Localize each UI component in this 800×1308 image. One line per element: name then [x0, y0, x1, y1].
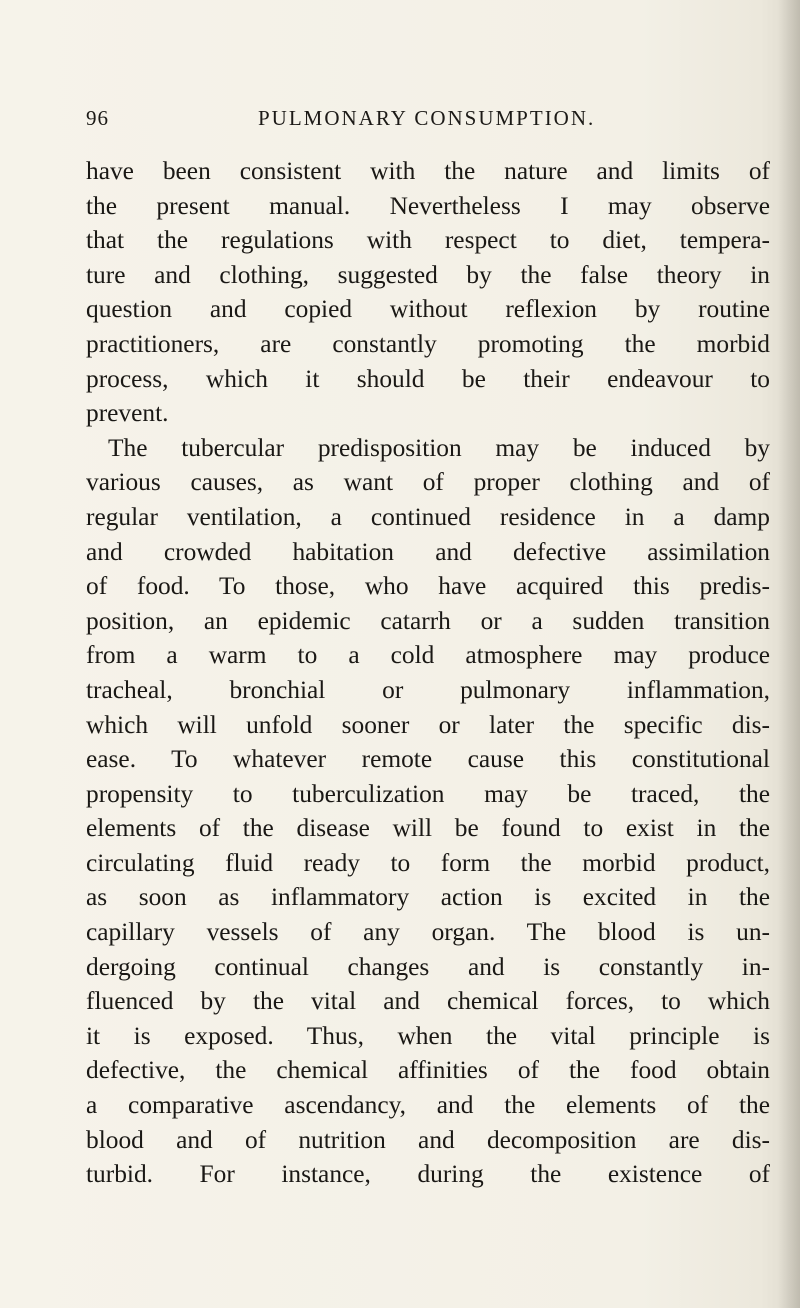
- text-line: it is exposed. Thus, when the vital principle is: [86, 1021, 770, 1050]
- text-line: tracheal, bronchial or pulmonary inflammation,: [86, 675, 770, 704]
- text-line: defective, the chemical affinities of the food obtain: [86, 1056, 770, 1085]
- text-line: blood and of nutrition and decomposition are dis-: [86, 1125, 770, 1154]
- text-line: as soon as inflammatory action is excited in the: [86, 883, 770, 912]
- body-text: [86, 154, 770, 1192]
- text-line: regular ventilation, a continued residence in a damp: [86, 502, 770, 531]
- text-line: have been consistent with the nature and limits of: [86, 157, 770, 185]
- paragraph-2: [86, 431, 770, 1192]
- paragraph-1: [86, 154, 770, 431]
- running-head: [86, 106, 766, 130]
- text-line: dergoing continual changes and is constantly in-: [86, 952, 770, 981]
- text-line: prevent.: [86, 399, 169, 428]
- text-line: which will unfold sooner or later the specific dis-: [86, 710, 770, 739]
- text-line: various causes, as want of proper clothing and of: [86, 468, 770, 497]
- page-number: 96: [86, 106, 109, 130]
- text-line: position, an epidemic catarrh or a sudden transition: [86, 606, 770, 635]
- text-line: propensity to tuberculization may be traced, the: [86, 779, 770, 808]
- text-line: circulating fluid ready to form the morbid product,: [86, 848, 770, 877]
- text-line: ture and clothing, suggested by the false theory in: [86, 260, 770, 289]
- text-line: elements of the disease will be found to exist in the: [86, 814, 770, 843]
- text-line: practitioners, are constantly promoting the morbid: [86, 329, 770, 358]
- text-line: the present manual. Nevertheless I may observe: [86, 191, 770, 220]
- text-line: that the regulations with respect to diet, tempera-: [86, 226, 770, 255]
- text-line: fluenced by the vital and chemical forces, to which: [86, 987, 770, 1016]
- text-line: process, which it should be their endeavour to: [86, 364, 770, 393]
- running-title: PULMONARY CONSUMPTION.: [258, 106, 596, 130]
- text-line: turbid. For instance, during the existence of: [86, 1160, 770, 1189]
- text-line: The tubercular predisposition may be induced by: [108, 433, 770, 462]
- text-line: a comparative ascendancy, and the elements of the: [86, 1091, 770, 1120]
- text-line: from a warm to a cold atmosphere may produce: [86, 641, 770, 670]
- text-line: question and copied without reflexion by routine: [86, 295, 770, 324]
- text-line: and crowded habitation and defective assimilation: [86, 537, 770, 566]
- text-line: of food. To those, who have acquired this predis-: [86, 572, 770, 601]
- text-line: ease. To whatever remote cause this constitutional: [86, 745, 770, 774]
- text-line: capillary vessels of any organ. The blood is un-: [86, 918, 770, 947]
